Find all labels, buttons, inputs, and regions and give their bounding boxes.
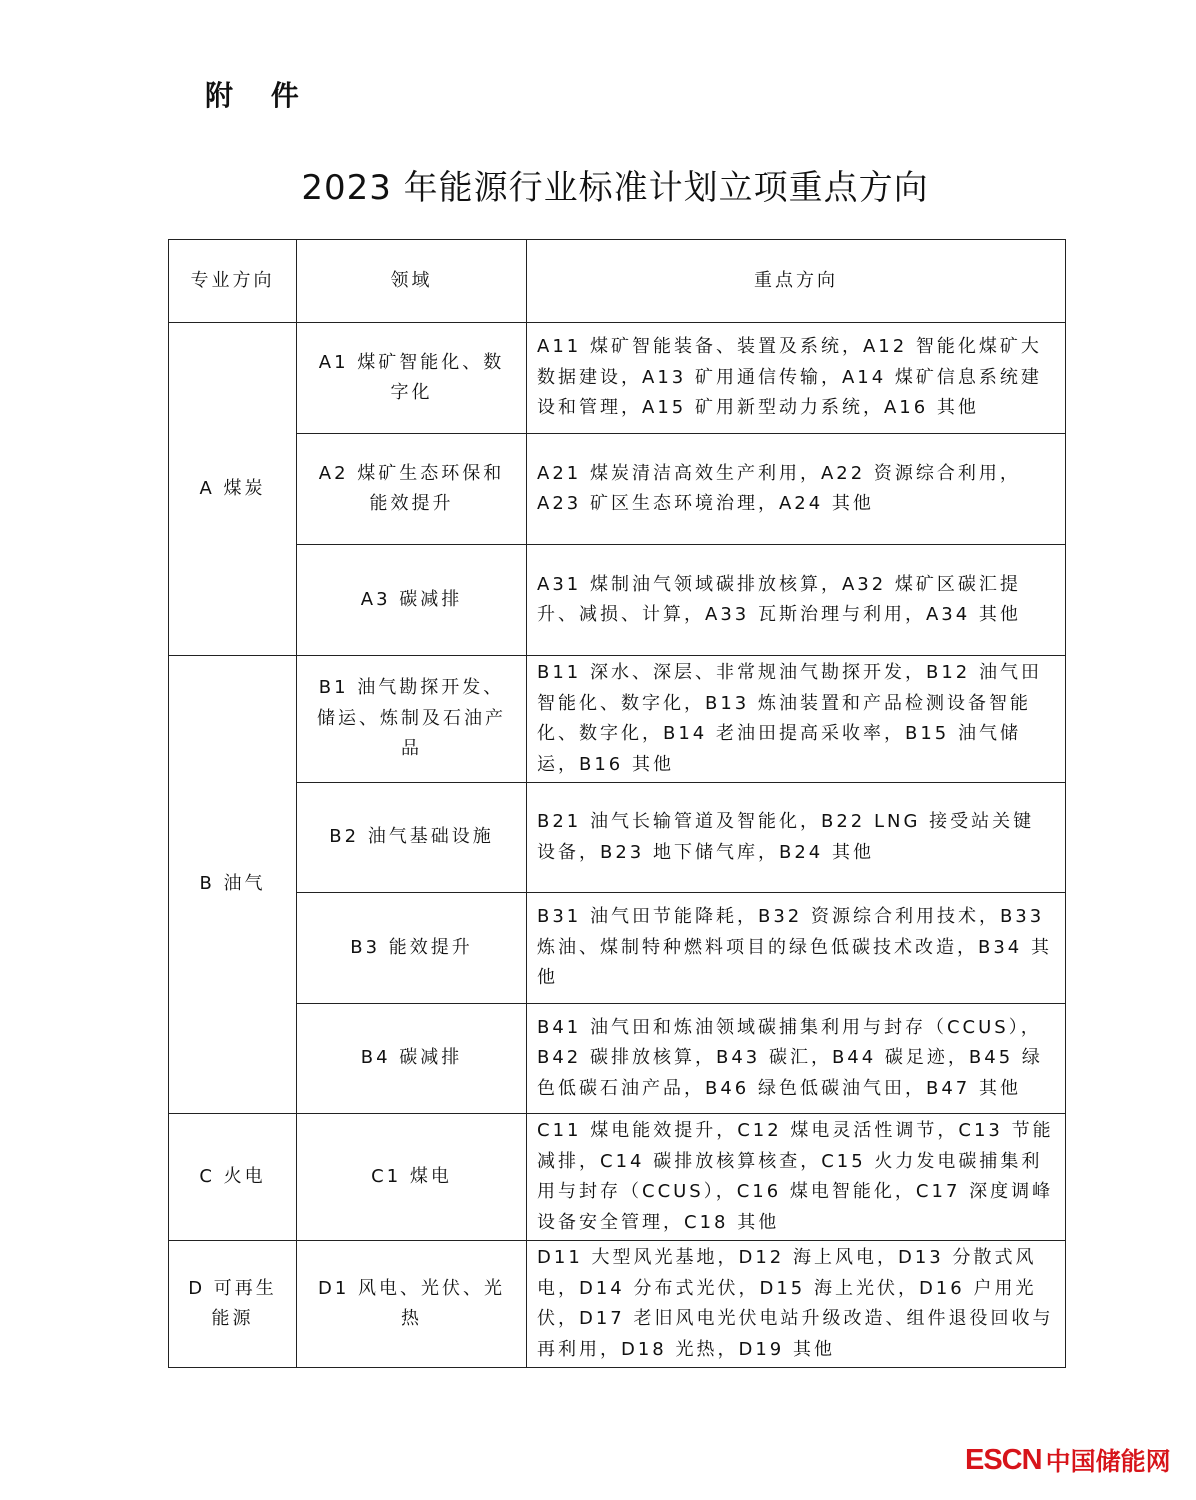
escn-watermark-logo [965,1442,1171,1478]
table-row [169,545,1066,656]
table-row [169,323,1066,434]
table-row [169,434,1066,545]
table-row [169,1004,1066,1114]
field-cell: B2 油气基础设施 [297,783,527,893]
field-cell: A1 煤矿智能化、数字化 [297,323,527,434]
standards-plan-table [168,239,1066,1368]
table-row [169,783,1066,893]
focus-cell: D11 大型风光基地，D12 海上风电，D13 分散式风电，D14 分布式光伏，D15 海上光伏，D16 户用光伏，D17 老旧风电光伏电站升级改造、组件退役回收与再利用，D18 光热，D19 其他 [527,1241,1066,1368]
field-cell: B4 碳减排 [297,1004,527,1114]
table-row [169,1114,1066,1241]
field-cell: C1 煤电 [297,1114,527,1241]
header-category: 专业方向 [169,240,297,323]
logo-text-en: ESCN [965,1443,1042,1476]
category-cell: C 火电 [169,1114,297,1241]
focus-cell: A31 煤制油气领域碳排放核算，A32 煤矿区碳汇提升、减损、计算，A33 瓦斯治理与利用，A34 其他 [527,545,1066,656]
field-cell: B3 能效提升 [297,893,527,1004]
category-cell: B 油气 [169,656,297,1114]
focus-cell: A21 煤炭清洁高效生产利用，A22 资源综合利用，A23 矿区生态环境治理，A24 其他 [527,434,1066,545]
focus-cell: B41 油气田和炼油领域碳捕集利用与封存（CCUS），B42 碳排放核算，B43 碳汇，B44 碳足迹，B45 绿色低碳石油产品，B46 绿色低碳油气田，B47 其他 [527,1004,1066,1114]
focus-cell: B31 油气田节能降耗，B32 资源综合利用技术，B33 炼油、煤制特种燃料项目的绿色低碳技术改造，B34 其他 [527,893,1066,1004]
category-cell: A 煤炭 [169,323,297,656]
table-header-row [169,240,1066,323]
table-row [169,656,1066,783]
focus-cell: B11 深水、深层、非常规油气勘探开发，B12 油气田智能化、数字化，B13 炼油装置和产品检测设备智能化、数字化，B14 老油田提高采收率，B15 油气储运，B16 其他 [527,656,1066,783]
header-focus: 重点方向 [527,240,1066,323]
field-cell: A2 煤矿生态环保和能效提升 [297,434,527,545]
attachment-label: 附 件 [205,79,313,112]
field-cell: A3 碳减排 [297,545,527,656]
header-field: 领域 [297,240,527,323]
focus-cell: B21 油气长输管道及智能化，B22 LNG 接受站关键设备，B23 地下储气库，B24 其他 [527,783,1066,893]
table-row [169,893,1066,1004]
focus-cell: C11 煤电能效提升，C12 煤电灵活性调节，C13 节能减排，C14 碳排放核算核查，C15 火力发电碳捕集利用与封存（CCUS），C16 煤电智能化，C17 深度调峰设备安全管理，C18 其他 [527,1114,1066,1241]
field-cell: B1 油气勘探开发、储运、炼制及石油产品 [297,656,527,783]
document-title: 2023 年能源行业标准计划立项重点方向 [301,168,929,208]
category-cell: D 可再生能源 [169,1241,297,1368]
focus-cell: A11 煤矿智能装备、装置及系统，A12 智能化煤矿大数据建设，A13 矿用通信传输，A14 煤矿信息系统建设和管理，A15 矿用新型动力系统，A16 其他 [527,323,1066,434]
table-row [169,1241,1066,1368]
field-cell: D1 风电、光伏、光热 [297,1241,527,1368]
logo-text-cn: 中国储能网 [1045,1447,1171,1476]
